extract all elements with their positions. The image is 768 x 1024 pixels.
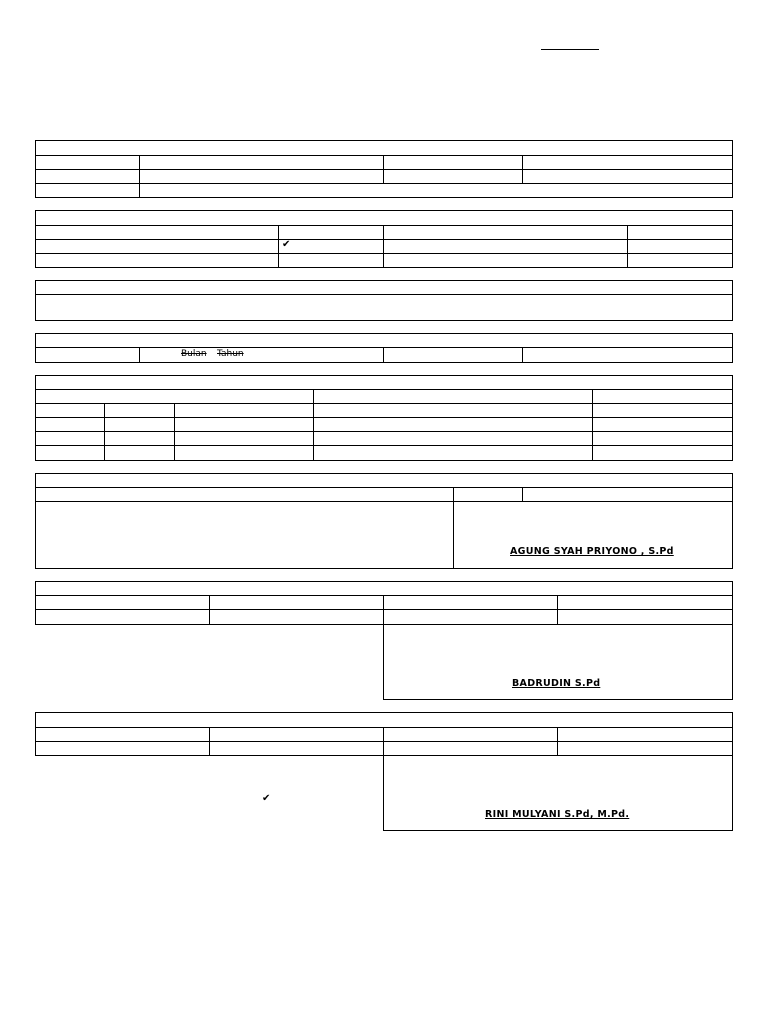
section-2-col-line xyxy=(278,225,279,268)
section-5-col-line xyxy=(592,389,593,461)
section-5-row-line xyxy=(35,417,733,418)
section-5-col-line xyxy=(104,403,105,461)
year-label: Tahun xyxy=(217,349,244,359)
section-7-col-line xyxy=(209,595,210,625)
section-2-row-line xyxy=(35,239,733,240)
section-5-row-line xyxy=(35,431,733,432)
check-mark: ✔ xyxy=(282,239,291,250)
section-6-signer-name: AGUNG SYAH PRIYONO , S.Pd xyxy=(510,546,674,557)
section-5-col-line xyxy=(174,403,175,461)
check-mark: ✔ xyxy=(262,793,271,804)
section-7-col-line xyxy=(557,595,558,625)
month-label: Bulan xyxy=(181,349,207,359)
section-8-signer-name: RINI MULYANI S.Pd, M.Pd. xyxy=(485,809,630,820)
header-underline xyxy=(541,49,599,50)
section-8-col-line xyxy=(557,727,558,756)
section-4-col-line xyxy=(522,347,523,363)
section-1-col-line xyxy=(139,155,140,198)
section-1-col-line xyxy=(383,155,384,183)
section-3-header-line xyxy=(35,294,733,295)
section-7-col-line xyxy=(383,595,384,625)
section-8-form-box xyxy=(35,712,733,756)
section-7-header-line xyxy=(35,595,733,596)
section-4-col-line xyxy=(383,347,384,363)
section-7-signer-name: BADRUDIN S.Pd xyxy=(512,678,601,689)
section-8-row-line xyxy=(35,741,733,742)
section-2-row-line xyxy=(35,253,733,254)
section-7-form-box xyxy=(35,581,733,625)
section-6-row-line xyxy=(35,501,733,502)
section-5-header-line xyxy=(35,389,733,390)
section-2-col-line xyxy=(627,225,628,268)
section-2-col-line xyxy=(383,225,384,268)
section-4-col-line xyxy=(139,347,140,363)
section-6-header-line xyxy=(35,487,733,488)
section-1-col-line xyxy=(522,155,523,183)
section-2-header-line xyxy=(35,225,733,226)
section-3-form-box xyxy=(35,280,733,321)
section-8-col-line xyxy=(209,727,210,756)
section-5-col-line xyxy=(313,389,314,461)
section-5-row-line xyxy=(35,403,733,404)
section-5-form-box xyxy=(35,375,733,461)
section-6-col-line xyxy=(522,487,523,501)
section-8-col-line xyxy=(383,727,384,756)
section-5-row-line xyxy=(35,445,733,446)
section-8-header-line xyxy=(35,727,733,728)
section-6-col-line xyxy=(453,487,454,569)
section-7-row-line xyxy=(35,609,733,610)
